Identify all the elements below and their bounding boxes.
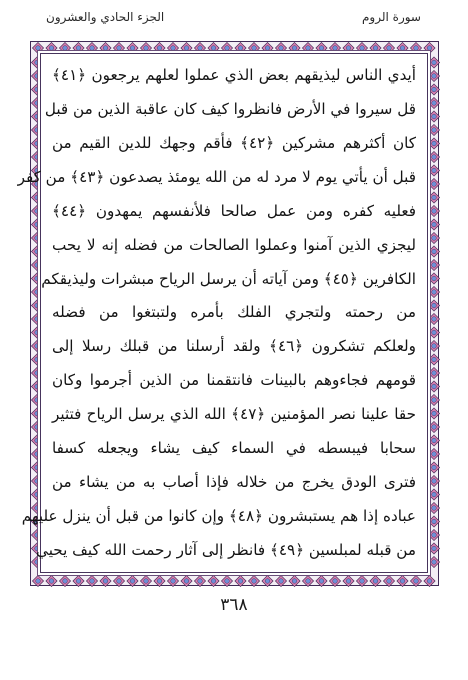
text-line: الكافرين ﴿٤٥﴾ ومن آياته أن يرسل الرياح مبشرات وليذيقكم: [41, 269, 416, 288]
text-line: قومهم فجاءوهم بالبينات فانتقمنا من الذين أجرموا وكان: [52, 371, 416, 390]
text-line: كان أكثرهم مشركين ﴿٤٢﴾ فأقم وجهك للدين القيم من: [52, 133, 416, 152]
text-line: حقا علينا نصر المؤمنين ﴿٤٧﴾ الله الذي يرسل الرياح فتثير: [52, 405, 416, 424]
page-number: ٣٦٨: [220, 595, 248, 615]
text-line: من رحمته ولتجري الفلك بأمره ولتبتغوا من فضله: [52, 303, 416, 322]
text-line: فترى الودق يخرج من خلاله فإذا أصاب به من يشاء من: [52, 473, 416, 492]
text-line: ليجزي الذين آمنوا وعملوا الصالحات من فضله إنه لا يحب: [52, 235, 416, 254]
text-line: قل سيروا في الأرض فانظروا كيف كان عاقبة الذين من قبل: [44, 99, 416, 118]
text-line: أيدي الناس ليذيقهم بعض الذي عملوا لعلهم يرجعون ﴿٤١﴾: [52, 66, 416, 84]
surah-title: سورة الروم: [362, 10, 421, 24]
text-line: ولعلكم تشكرون ﴿٤٦﴾ ولقد أرسلنا من قبلك رسلا إلى: [52, 337, 416, 356]
text-line: فعليه كفره ومن عمل صالحا فلأنفسهم يمهدون ﴿٤٤﴾: [52, 201, 416, 220]
juz-title: الجزء الحادي والعشرون: [46, 10, 165, 24]
text-line: من قبله لمبلسين ﴿٤٩﴾ فانظر إلى آثار رحمت الله كيف يحيي: [36, 540, 416, 559]
text-line: عباده إذا هم يستبشرون ﴿٤٨﴾ وإن كانوا من قبل أن ينزل عليهم: [21, 506, 416, 525]
text-line: سحابا فيبسطه في السماء كيف يشاء ويجعله كسفا: [52, 439, 416, 458]
quran-text: [17, 60, 416, 566]
text-line: قبل أن يأتي يوم لا مرد له من الله يومئذ يصدعون ﴿٤٣﴾ من كفر: [17, 167, 416, 186]
